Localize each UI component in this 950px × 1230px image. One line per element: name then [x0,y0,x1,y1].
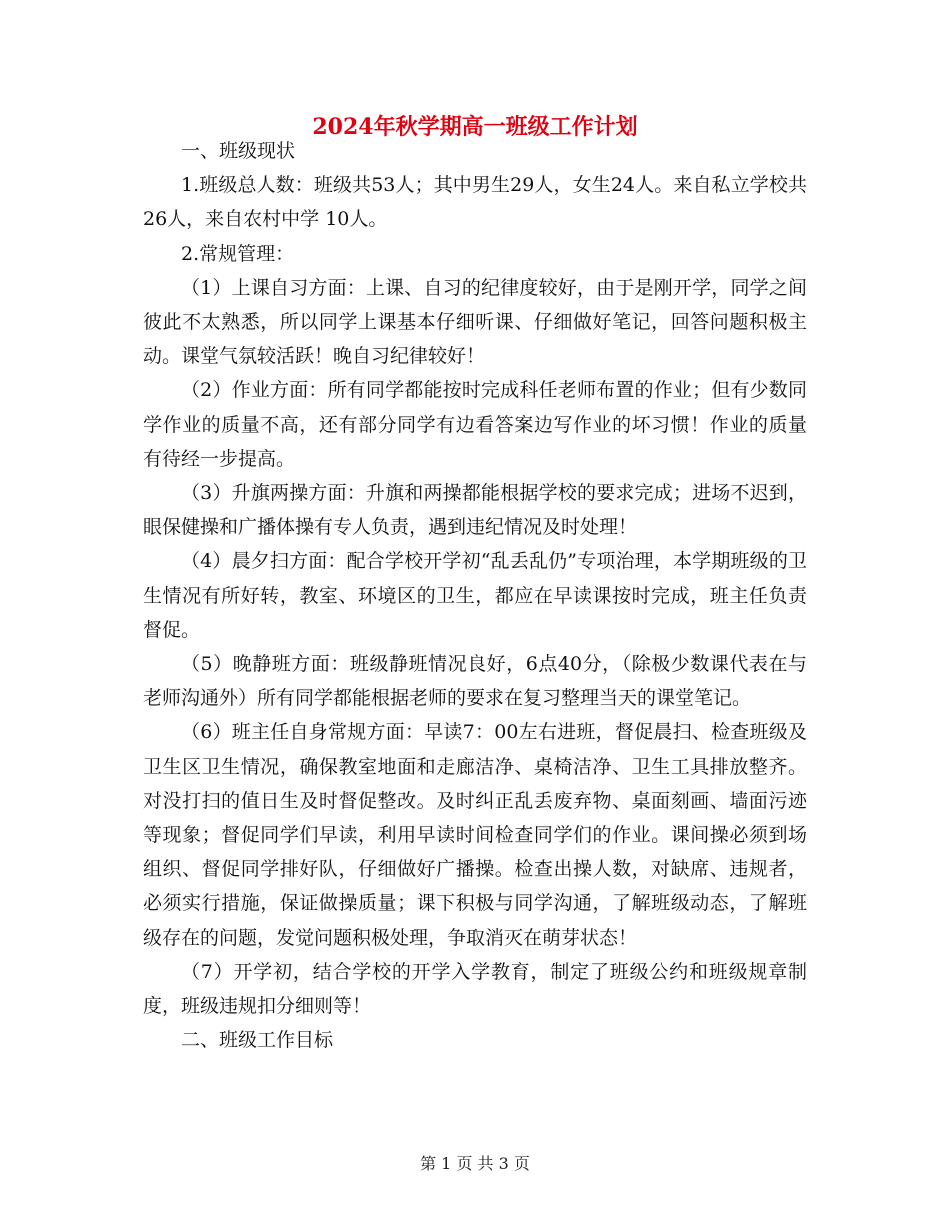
document-title: 2024年秋学期高一班级工作计划 [312,114,638,140]
paragraph-homework: （2）作业方面：所有同学都能按时完成科任老师布置的作业；但有少数同学作业的质量不高，还有部分同学有边看答案边写作业的坏习惯！作业的质量有待经一步提高。 [143,379,807,470]
paragraph-flag-exercises: （3）升旗两操方面：升旗和两操都能根据学校的要求完成；进场不迟到，眼保健操和广播体操有专人负责，遇到违纪情况及时处理！ [143,482,807,539]
paragraph-headcount: 1.班级总人数：班级共53人；其中男生29人，女生24人。来自私立学校共26人，来自农村中学 10人。 [143,174,807,231]
paragraph-evening-quiet: （5）晚静班方面：班级静班情况良好，6点40分，（除极少数课代表在与老师沟通外）所有同学都能根据老师的要求在复习整理当天的课堂笔记。 [143,653,807,710]
document-body [143,134,807,1057]
page-footer: 第 1 页 共 3 页 [420,1154,530,1173]
paragraph-teacher-routine: （6）班主任自身常规方面：早读7：00左右进班，督促晨扫、检查班级及卫生区卫生情况，确保教室地面和走廊洁净、桌椅洁净、卫生工具排放整齐。对没打扫的值日生及时督促整改。及时纠正乱丢废弃物、桌面刻画、墙面污迹等现象；督促同学们早读，利用早读时间检查同学们的作业。课间操必须到场组织、督促同学排好队，仔细做好广播操。检查出操人数，对缺席、违规者，必须实行措施，保证做操质量；课下积极与同学沟通，了解班级动态，了解班级存在的问题，发觉问题积极处理，争取消灭在萌芽状态！ [143,721,807,949]
paragraph-cleaning: （4）晨夕扫方面：配合学校开学初“乱丢乱仍”专项治理，本学期班级的卫生情况有所好转，教室、环境区的卫生，都应在早读课按时完成，班主任负责督促。 [143,550,807,641]
paragraph-class-study: （1）上课自习方面：上课、自习的纪律度较好，由于是刚开学，同学之间彼此不太熟悉，所以同学上课基本仔细听课、仔细做好笔记，回答问题积极主动。课堂气氛较活跃！晚自习纪律较好！ [143,276,807,368]
paragraph-class-rules: （7）开学初，结合学校的开学入学教育，制定了班级公约和班级规章制度，班级违规扣分细则等！ [143,960,807,1018]
subheading-routine-management: 2.常规管理： [181,242,295,265]
section-heading-goals: 二、班级工作目标 [181,1029,334,1052]
section-heading-status: 一、班级现状 [181,140,296,162]
